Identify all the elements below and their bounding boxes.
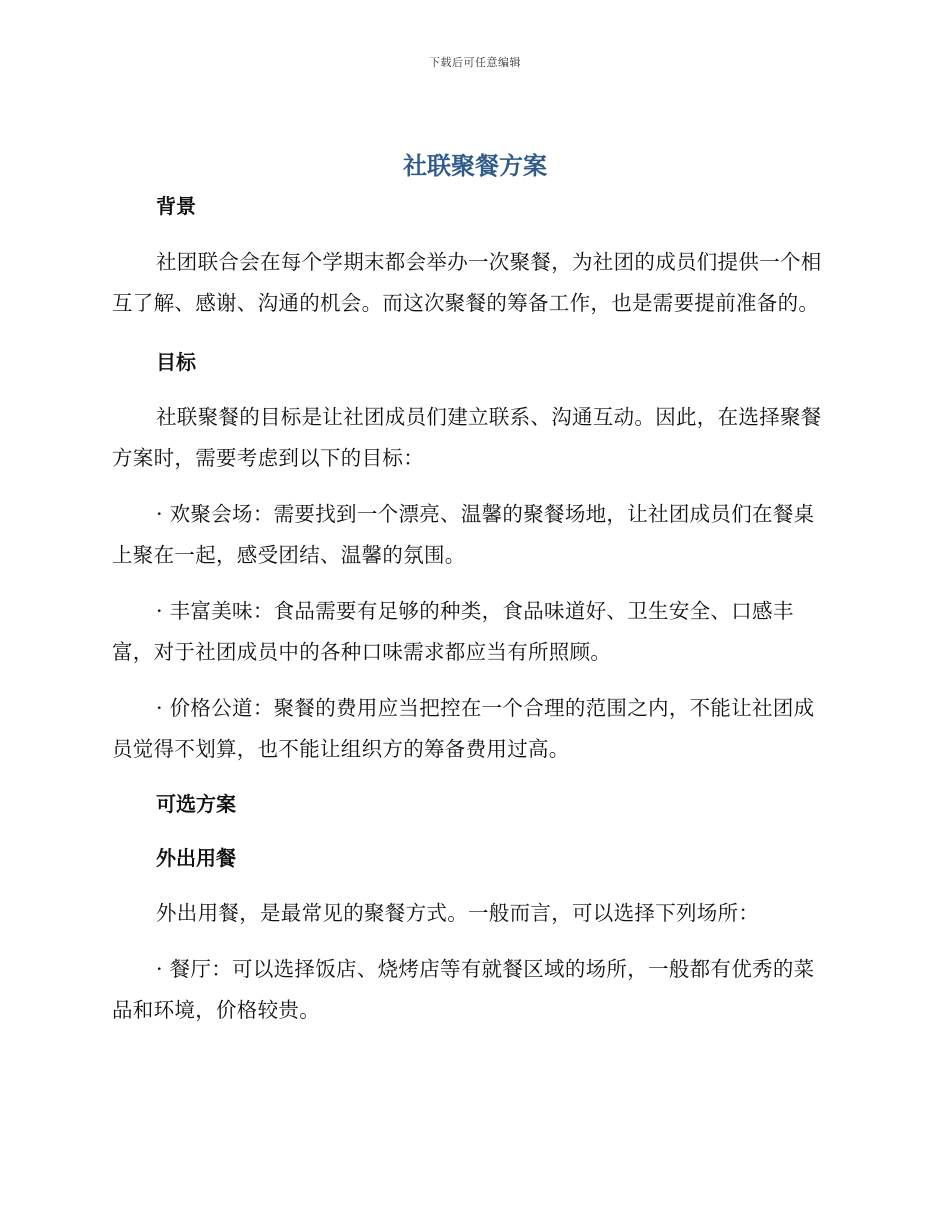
goal-bullet-price: · 价格公道：聚餐的费用应当把控在一个合理的范围之内，不能让社团成员觉得不划算，也不能让组织方的筹备费用过高。 xyxy=(112,696,815,761)
header-note: 下载后可任意编辑 xyxy=(429,56,521,69)
document-body xyxy=(112,188,832,1031)
goal-heading: 目标 xyxy=(156,350,196,374)
goal-bullet-venue: · 欢聚会场：需要找到一个漂亮、温馨的聚餐场地，让社团成员们在餐桌上聚在一起，感受团结、温馨的氛围。 xyxy=(112,502,815,567)
document-title: 社联聚餐方案 xyxy=(403,152,547,180)
dine-out-bullet-restaurant: · 餐厅：可以选择饭店、烧烤店等有就餐区域的场所，一般都有优秀的菜品和环境，价格较贵。 xyxy=(112,957,815,1022)
dine-out-paragraph: 外出用餐，是最常见的聚餐方式。一般而言，可以选择下列场所： xyxy=(156,901,760,925)
options-heading: 可选方案 xyxy=(156,792,236,816)
background-heading: 背景 xyxy=(156,194,196,218)
dine-out-heading: 外出用餐 xyxy=(156,846,236,870)
background-paragraph: 社团联合会在每个学期末都会举办一次聚餐，为社团的成员们提供一个相互了解、感谢、沟通的机会。而这次聚餐的筹备工作，也是需要提前准备的。 xyxy=(112,250,822,315)
goal-paragraph: 社联聚餐的目标是让社团成员们建立联系、沟通互动。因此，在选择聚餐方案时，需要考虑到以下的目标： xyxy=(112,405,822,470)
goal-bullet-food: · 丰富美味：食品需要有足够的种类，食品味道好、卫生安全、口感丰富，对于社团成员中的各种口味需求都应当有所照顾。 xyxy=(112,599,794,664)
